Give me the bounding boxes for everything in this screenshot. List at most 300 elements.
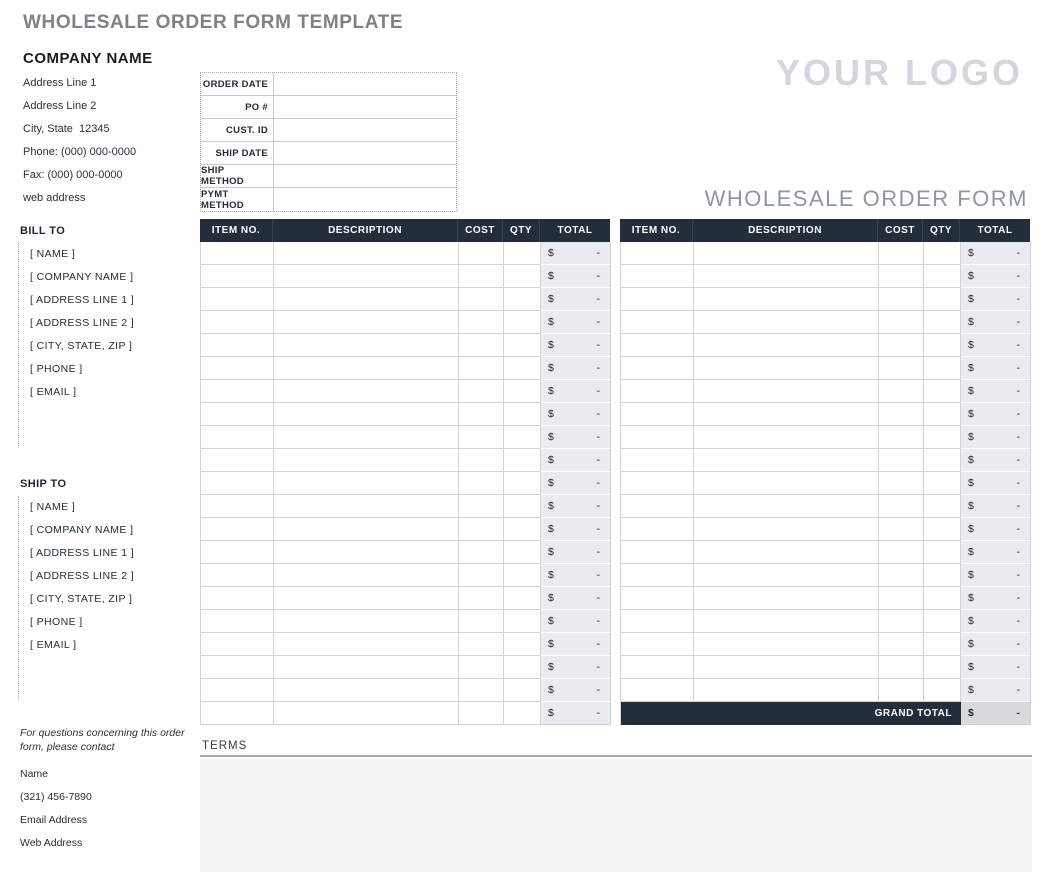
cost-cell[interactable] xyxy=(879,403,924,426)
qty-cell[interactable] xyxy=(504,679,541,702)
contact-line: Web Address xyxy=(20,837,83,849)
item-no-cell[interactable] xyxy=(621,541,694,564)
item-no-cell[interactable] xyxy=(621,656,694,679)
qty-cell[interactable] xyxy=(504,633,541,656)
empty-amount: - xyxy=(596,546,600,558)
currency-symbol: $ xyxy=(548,293,554,305)
currency-symbol: $ xyxy=(968,615,974,627)
cost-cell[interactable] xyxy=(879,518,924,541)
description-cell[interactable] xyxy=(694,334,879,357)
empty-amount: - xyxy=(1016,293,1020,305)
table-row xyxy=(200,472,611,495)
cost-cell[interactable] xyxy=(459,633,504,656)
qty-cell[interactable] xyxy=(504,541,541,564)
cost-cell[interactable] xyxy=(879,426,924,449)
ship-to-field[interactable]: [ PHONE ] xyxy=(30,616,83,628)
empty-amount: - xyxy=(596,661,600,673)
order-info-row xyxy=(201,142,456,165)
bill-to-heading: BILL TO xyxy=(20,225,66,237)
cost-cell[interactable] xyxy=(459,472,504,495)
total-cell[interactable] xyxy=(541,633,611,656)
item-no-cell[interactable] xyxy=(201,472,274,495)
item-no-cell[interactable] xyxy=(201,311,274,334)
qty-cell[interactable] xyxy=(504,518,541,541)
total-cell[interactable] xyxy=(961,242,1031,265)
cost-cell[interactable] xyxy=(459,679,504,702)
empty-amount: - xyxy=(596,615,600,627)
table-row xyxy=(620,495,1031,518)
empty-amount: - xyxy=(1016,385,1020,397)
qty-cell[interactable] xyxy=(504,334,541,357)
cost-cell[interactable] xyxy=(459,265,504,288)
total-cell[interactable] xyxy=(541,541,611,564)
total-cell[interactable] xyxy=(541,449,611,472)
item-no-cell[interactable] xyxy=(201,242,274,265)
item-no-cell[interactable] xyxy=(201,541,274,564)
empty-amount: - xyxy=(596,316,600,328)
total-cell[interactable] xyxy=(541,587,611,610)
item-no-cell[interactable] xyxy=(621,334,694,357)
qty-cell[interactable] xyxy=(924,610,961,633)
item-no-cell[interactable] xyxy=(201,265,274,288)
cost-cell[interactable] xyxy=(879,679,924,702)
description-cell[interactable] xyxy=(274,449,459,472)
total-cell[interactable] xyxy=(961,311,1031,334)
total-cell[interactable] xyxy=(961,495,1031,518)
description-cell[interactable] xyxy=(274,610,459,633)
ship-to-field[interactable]: [ COMPANY NAME ] xyxy=(30,524,134,536)
description-cell[interactable] xyxy=(274,288,459,311)
currency-symbol: $ xyxy=(968,638,974,650)
qty-cell[interactable] xyxy=(504,426,541,449)
description-cell[interactable] xyxy=(694,518,879,541)
total-cell[interactable] xyxy=(961,518,1031,541)
contact-line: Name xyxy=(20,768,49,780)
total-cell[interactable] xyxy=(961,633,1031,656)
currency-symbol: $ xyxy=(548,316,554,328)
total-cell[interactable] xyxy=(961,610,1031,633)
item-no-cell[interactable] xyxy=(621,495,694,518)
cost-cell[interactable] xyxy=(459,610,504,633)
qty-cell[interactable] xyxy=(924,679,961,702)
cost-cell[interactable] xyxy=(459,518,504,541)
cost-cell[interactable] xyxy=(879,380,924,403)
qty-cell[interactable] xyxy=(924,449,961,472)
item-no-cell[interactable] xyxy=(621,357,694,380)
field-input-cust-id[interactable] xyxy=(274,119,456,141)
currency-symbol: $ xyxy=(968,661,974,673)
table-row xyxy=(200,311,611,334)
description-cell[interactable] xyxy=(274,564,459,587)
empty-amount: - xyxy=(1016,316,1020,328)
description-cell[interactable] xyxy=(274,587,459,610)
item-no-cell[interactable] xyxy=(201,702,274,725)
empty-amount: - xyxy=(1016,546,1020,558)
field-label-ship-method: SHIP METHOD xyxy=(201,165,274,187)
total-cell[interactable] xyxy=(541,426,611,449)
currency-symbol: $ xyxy=(968,247,974,259)
total-cell[interactable] xyxy=(961,265,1031,288)
item-no-cell[interactable] xyxy=(201,610,274,633)
qty-cell[interactable] xyxy=(924,587,961,610)
total-cell[interactable] xyxy=(541,702,611,725)
qty-cell[interactable] xyxy=(924,495,961,518)
cost-cell[interactable] xyxy=(879,495,924,518)
item-no-cell[interactable] xyxy=(621,449,694,472)
table-row xyxy=(200,380,611,403)
empty-amount: - xyxy=(596,638,600,650)
field-input-order-date[interactable] xyxy=(274,73,456,95)
total-cell[interactable] xyxy=(961,587,1031,610)
empty-amount: - xyxy=(596,523,600,535)
item-no-cell[interactable] xyxy=(621,426,694,449)
total-cell[interactable] xyxy=(541,495,611,518)
description-cell[interactable] xyxy=(274,242,459,265)
item-no-cell[interactable] xyxy=(621,587,694,610)
cost-cell[interactable] xyxy=(879,610,924,633)
total-cell[interactable] xyxy=(961,541,1031,564)
cost-cell[interactable] xyxy=(879,242,924,265)
item-no-cell[interactable] xyxy=(201,449,274,472)
item-no-cell[interactable] xyxy=(201,495,274,518)
cost-cell[interactable] xyxy=(459,357,504,380)
empty-amount: - xyxy=(1016,454,1020,466)
total-cell[interactable] xyxy=(541,403,611,426)
qty-cell[interactable] xyxy=(504,311,541,334)
item-no-cell[interactable] xyxy=(201,656,274,679)
cost-cell[interactable] xyxy=(879,656,924,679)
item-no-cell[interactable] xyxy=(621,311,694,334)
bill-to-field[interactable]: [ ADDRESS LINE 2 ] xyxy=(30,317,135,329)
qty-cell[interactable] xyxy=(504,472,541,495)
empty-amount: - xyxy=(1016,362,1020,374)
description-cell[interactable] xyxy=(694,633,879,656)
qty-cell[interactable] xyxy=(504,242,541,265)
description-cell[interactable] xyxy=(274,656,459,679)
column-header-qty: QTY xyxy=(503,219,540,242)
bill-to-field[interactable]: [ EMAIL ] xyxy=(30,386,77,398)
description-cell[interactable] xyxy=(694,564,879,587)
description-cell[interactable] xyxy=(694,265,879,288)
item-no-cell[interactable] xyxy=(621,265,694,288)
cost-cell[interactable] xyxy=(459,541,504,564)
bill-to-field[interactable]: [ COMPANY NAME ] xyxy=(30,271,134,283)
qty-cell[interactable] xyxy=(924,426,961,449)
item-no-cell[interactable] xyxy=(621,380,694,403)
total-cell[interactable] xyxy=(961,288,1031,311)
currency-symbol: $ xyxy=(548,615,554,627)
order-info-row xyxy=(201,73,456,96)
description-cell[interactable] xyxy=(274,679,459,702)
qty-cell[interactable] xyxy=(504,564,541,587)
total-cell[interactable] xyxy=(961,656,1031,679)
description-cell[interactable] xyxy=(274,403,459,426)
description-cell[interactable] xyxy=(694,357,879,380)
total-cell[interactable] xyxy=(961,380,1031,403)
ship-to-field[interactable]: [ EMAIL ] xyxy=(30,639,77,651)
empty-amount: - xyxy=(1016,431,1020,443)
cost-cell[interactable] xyxy=(459,564,504,587)
total-cell[interactable] xyxy=(541,357,611,380)
cost-cell[interactable] xyxy=(459,403,504,426)
currency-symbol: $ xyxy=(968,500,974,512)
field-input-ship-method[interactable] xyxy=(274,165,456,187)
item-no-cell[interactable] xyxy=(621,242,694,265)
description-cell[interactable] xyxy=(274,518,459,541)
total-cell[interactable] xyxy=(541,334,611,357)
cost-cell[interactable] xyxy=(879,265,924,288)
total-cell[interactable] xyxy=(541,265,611,288)
item-no-cell[interactable] xyxy=(621,633,694,656)
item-no-cell[interactable] xyxy=(621,403,694,426)
qty-cell[interactable] xyxy=(924,242,961,265)
table-row xyxy=(620,403,1031,426)
terms-heading: TERMS xyxy=(202,740,248,752)
qty-cell[interactable] xyxy=(924,472,961,495)
total-cell[interactable] xyxy=(961,679,1031,702)
description-cell[interactable] xyxy=(274,495,459,518)
description-cell[interactable] xyxy=(694,380,879,403)
description-cell[interactable] xyxy=(694,587,879,610)
currency-symbol: $ xyxy=(968,546,974,558)
description-cell[interactable] xyxy=(274,311,459,334)
description-cell[interactable] xyxy=(274,702,459,725)
total-cell[interactable] xyxy=(541,472,611,495)
currency-symbol: $ xyxy=(548,500,554,512)
cost-cell[interactable] xyxy=(459,495,504,518)
currency-symbol: $ xyxy=(968,431,974,443)
description-cell[interactable] xyxy=(694,656,879,679)
qty-cell[interactable] xyxy=(504,380,541,403)
qty-cell[interactable] xyxy=(504,449,541,472)
empty-amount: - xyxy=(1016,707,1020,719)
table-row xyxy=(620,380,1031,403)
total-cell[interactable] xyxy=(961,334,1031,357)
cost-cell[interactable] xyxy=(459,587,504,610)
description-cell[interactable] xyxy=(694,403,879,426)
description-cell[interactable] xyxy=(274,380,459,403)
empty-amount: - xyxy=(1016,500,1020,512)
total-cell[interactable] xyxy=(961,449,1031,472)
field-input-ship-date[interactable] xyxy=(274,142,456,164)
terms-box[interactable] xyxy=(200,759,1032,872)
qty-cell[interactable] xyxy=(924,334,961,357)
field-input-po[interactable] xyxy=(274,96,456,118)
total-cell[interactable] xyxy=(541,679,611,702)
cost-cell[interactable] xyxy=(459,702,504,725)
item-no-cell[interactable] xyxy=(621,472,694,495)
description-cell[interactable] xyxy=(694,541,879,564)
cost-cell[interactable] xyxy=(879,357,924,380)
qty-cell[interactable] xyxy=(504,265,541,288)
qty-cell[interactable] xyxy=(924,288,961,311)
total-cell[interactable] xyxy=(541,242,611,265)
currency-symbol: $ xyxy=(548,546,554,558)
bill-to-field[interactable]: [ CITY, STATE, ZIP ] xyxy=(30,340,133,352)
empty-amount: - xyxy=(596,500,600,512)
qty-cell[interactable] xyxy=(504,495,541,518)
total-cell[interactable] xyxy=(541,656,611,679)
currency-symbol: $ xyxy=(548,569,554,581)
cost-cell[interactable] xyxy=(879,334,924,357)
description-cell[interactable] xyxy=(694,610,879,633)
total-cell[interactable] xyxy=(541,564,611,587)
item-no-cell[interactable] xyxy=(201,564,274,587)
item-no-cell[interactable] xyxy=(201,518,274,541)
qty-cell[interactable] xyxy=(924,541,961,564)
qty-cell[interactable] xyxy=(924,633,961,656)
cost-cell[interactable] xyxy=(879,449,924,472)
description-cell[interactable] xyxy=(694,472,879,495)
order-info-table xyxy=(200,72,457,212)
bill-to-field[interactable]: [ ADDRESS LINE 1 ] xyxy=(30,294,135,306)
cost-cell[interactable] xyxy=(459,334,504,357)
description-cell[interactable] xyxy=(694,426,879,449)
qty-cell[interactable] xyxy=(924,265,961,288)
table-row xyxy=(620,311,1031,334)
description-cell[interactable] xyxy=(274,357,459,380)
description-cell[interactable] xyxy=(274,472,459,495)
currency-symbol: $ xyxy=(548,684,554,696)
item-no-cell[interactable] xyxy=(621,288,694,311)
qty-cell[interactable] xyxy=(504,403,541,426)
table-row xyxy=(200,495,611,518)
description-cell[interactable] xyxy=(694,288,879,311)
qty-cell[interactable] xyxy=(504,656,541,679)
cost-cell[interactable] xyxy=(459,380,504,403)
qty-cell[interactable] xyxy=(924,656,961,679)
currency-symbol: $ xyxy=(968,707,974,719)
company-address-line: Phone: (000) 000-0000 xyxy=(23,146,137,158)
qty-cell[interactable] xyxy=(504,587,541,610)
qty-cell[interactable] xyxy=(924,518,961,541)
currency-symbol: $ xyxy=(548,247,554,259)
table-row xyxy=(200,357,611,380)
bill-to-field[interactable]: [ PHONE ] xyxy=(30,363,83,375)
total-cell[interactable] xyxy=(541,518,611,541)
total-cell[interactable] xyxy=(961,403,1031,426)
grand-total-cell xyxy=(961,702,1031,725)
cost-cell[interactable] xyxy=(459,288,504,311)
total-cell[interactable] xyxy=(961,564,1031,587)
ship-to-field[interactable]: [ CITY, STATE, ZIP ] xyxy=(30,593,133,605)
item-no-cell[interactable] xyxy=(201,633,274,656)
description-cell[interactable] xyxy=(274,265,459,288)
item-no-cell[interactable] xyxy=(201,288,274,311)
ship-to-field[interactable]: [ ADDRESS LINE 1 ] xyxy=(30,547,135,559)
cost-cell[interactable] xyxy=(879,633,924,656)
field-input-pymt-method[interactable] xyxy=(274,188,456,211)
description-cell[interactable] xyxy=(694,242,879,265)
item-no-cell[interactable] xyxy=(201,587,274,610)
cost-cell[interactable] xyxy=(879,587,924,610)
cost-cell[interactable] xyxy=(459,656,504,679)
field-label-pymt-method: PYMT METHOD xyxy=(201,188,274,211)
description-cell[interactable] xyxy=(694,311,879,334)
cost-cell[interactable] xyxy=(459,449,504,472)
description-cell[interactable] xyxy=(694,495,879,518)
item-no-cell[interactable] xyxy=(201,426,274,449)
table-row xyxy=(200,449,611,472)
field-label-cust-id: CUST. ID xyxy=(201,119,274,141)
item-no-cell[interactable] xyxy=(201,380,274,403)
cost-cell[interactable] xyxy=(879,311,924,334)
cost-cell[interactable] xyxy=(459,426,504,449)
empty-amount: - xyxy=(596,247,600,259)
item-no-cell[interactable] xyxy=(201,334,274,357)
column-header-item-no: ITEM NO. xyxy=(620,219,693,242)
company-name: COMPANY NAME xyxy=(23,50,153,67)
table-row xyxy=(200,633,611,656)
item-no-cell[interactable] xyxy=(621,518,694,541)
cost-cell[interactable] xyxy=(459,242,504,265)
description-cell[interactable] xyxy=(274,633,459,656)
ship-to-field[interactable]: [ NAME ] xyxy=(30,501,76,513)
qty-cell[interactable] xyxy=(504,610,541,633)
qty-cell[interactable] xyxy=(924,311,961,334)
bill-to-field[interactable]: [ NAME ] xyxy=(30,248,76,260)
table-row xyxy=(620,541,1031,564)
ship-to-field[interactable]: [ ADDRESS LINE 2 ] xyxy=(30,570,135,582)
item-no-cell[interactable] xyxy=(621,564,694,587)
total-cell[interactable] xyxy=(541,380,611,403)
item-no-cell[interactable] xyxy=(201,403,274,426)
item-no-cell[interactable] xyxy=(201,679,274,702)
table-row xyxy=(620,265,1031,288)
qty-cell[interactable] xyxy=(924,564,961,587)
description-cell[interactable] xyxy=(694,449,879,472)
table-row xyxy=(200,242,611,265)
currency-symbol: $ xyxy=(548,707,554,719)
total-cell[interactable] xyxy=(541,311,611,334)
item-no-cell[interactable] xyxy=(201,357,274,380)
description-cell[interactable] xyxy=(274,541,459,564)
description-cell[interactable] xyxy=(694,679,879,702)
table-row xyxy=(620,564,1031,587)
qty-cell[interactable] xyxy=(504,357,541,380)
total-cell[interactable] xyxy=(961,426,1031,449)
cost-cell[interactable] xyxy=(879,541,924,564)
total-cell[interactable] xyxy=(961,357,1031,380)
qty-cell[interactable] xyxy=(504,288,541,311)
qty-cell[interactable] xyxy=(504,702,541,725)
total-cell[interactable] xyxy=(961,472,1031,495)
column-header-cost: COST xyxy=(878,219,923,242)
currency-symbol: $ xyxy=(548,477,554,489)
qty-cell[interactable] xyxy=(924,357,961,380)
empty-amount: - xyxy=(1016,477,1020,489)
total-cell[interactable] xyxy=(541,610,611,633)
empty-amount: - xyxy=(1016,247,1020,259)
grand-total-label: GRAND TOTAL xyxy=(621,702,961,725)
item-no-cell[interactable] xyxy=(621,679,694,702)
empty-amount: - xyxy=(596,707,600,719)
description-cell[interactable] xyxy=(274,334,459,357)
qty-cell[interactable] xyxy=(924,380,961,403)
description-cell[interactable] xyxy=(274,426,459,449)
total-cell[interactable] xyxy=(541,288,611,311)
cost-cell[interactable] xyxy=(879,288,924,311)
empty-amount: - xyxy=(596,477,600,489)
cost-cell[interactable] xyxy=(459,311,504,334)
currency-symbol: $ xyxy=(968,339,974,351)
item-no-cell[interactable] xyxy=(621,610,694,633)
empty-amount: - xyxy=(596,385,600,397)
qty-cell[interactable] xyxy=(924,403,961,426)
contact-line: (321) 456-7890 xyxy=(20,791,92,803)
cost-cell[interactable] xyxy=(879,472,924,495)
cost-cell[interactable] xyxy=(879,564,924,587)
